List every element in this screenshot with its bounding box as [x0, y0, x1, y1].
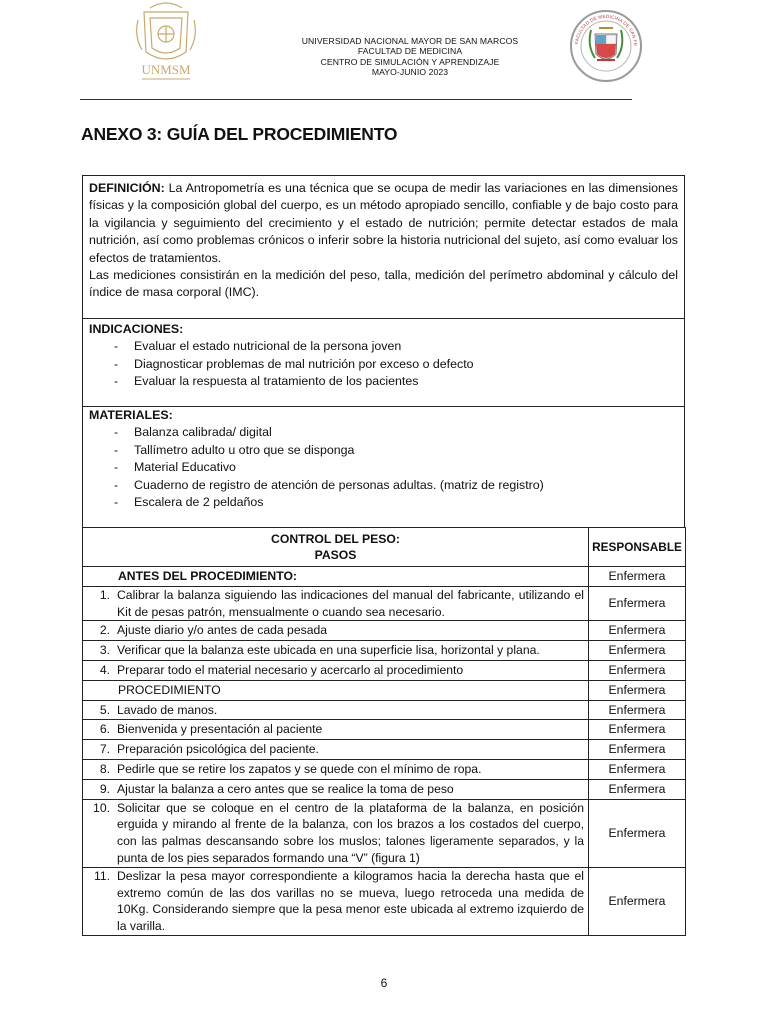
- step-number: 10.: [93, 800, 110, 815]
- procedure-table: [82, 527, 686, 936]
- responsible-cell: Enfermera: [589, 567, 686, 587]
- indications-list: [89, 338, 678, 390]
- table-row: [83, 799, 686, 867]
- step-number: 1.: [99, 587, 110, 602]
- unmsm-logo: [128, 0, 204, 84]
- responsible-cell: Enfermera: [589, 680, 686, 700]
- table-row: [83, 779, 686, 799]
- responsible-cell: Enfermera: [589, 759, 686, 779]
- definition-text: La Antropometría es una técnica que se ocupa de medir las variaciones en las dimensiones físicas y la composición global del cuerpo, es un método apropiado sencillo, confiable y de bajo costo para la vigilancia y seguimiento del crecimiento y el estado de nutrición; permite detectar estados de mala nutrición, así como problemas crónicos o inferir sobre la historia nutricional del sujeto, así como evaluar los efectos de tratamientos.: [89, 181, 678, 265]
- page-title: ANEXO 3: GUÍA DEL PROCEDIMIENTO: [81, 124, 398, 144]
- list-item: - Escalera de 2 peldaños: [114, 494, 678, 511]
- list-item: - Tallímetro adulto u otro que se disponga: [114, 442, 678, 459]
- table-header-row: [83, 528, 686, 567]
- steps-header-subtitle: PASOS: [314, 548, 357, 562]
- institution-header: [270, 36, 550, 78]
- step-text: Preparar todo el material necesario y acercarlo al procedimiento: [117, 662, 464, 677]
- step-text: Lavado de manos.: [117, 702, 218, 717]
- header-line: MAYO-JUNIO 2023: [371, 67, 449, 78]
- header-divider: [80, 99, 632, 100]
- step-number: 6.: [99, 722, 110, 737]
- table-row: [83, 641, 686, 661]
- list-item: - Material Educativo: [114, 459, 678, 476]
- list-item: - Evaluar el estado nutricional de la persona joven: [114, 338, 678, 355]
- indications-section: [82, 318, 685, 407]
- materials-list: [89, 424, 678, 511]
- responsible-cell: Enfermera: [589, 641, 686, 661]
- step-text: Verificar que la balanza este ubicada en una superficie lisa, horizontal y plana.: [117, 643, 540, 658]
- step-number: 8.: [99, 761, 110, 776]
- list-item: - Balanza calibrada/ digital: [114, 424, 678, 441]
- header-line: UNIVERSIDAD NACIONAL MAYOR DE SAN MARCOS: [301, 36, 519, 46]
- table-row: [83, 680, 686, 700]
- step-text: Bienvenida y presentación al paciente: [117, 722, 323, 737]
- list-item: - Evaluar la respuesta al tratamiento de los pacientes: [114, 373, 678, 390]
- table-row: [83, 720, 686, 740]
- list-item: - Cuaderno de registro de atención de personas adultas. (matriz de registro): [114, 477, 678, 494]
- definition-paragraph: [89, 180, 678, 267]
- list-item: - Diagnosticar problemas de mal nutrición por exceso o defecto: [114, 356, 678, 373]
- responsible-cell: Enfermera: [589, 720, 686, 740]
- step-number: 9.: [99, 781, 110, 796]
- responsible-header: RESPONSABLE: [589, 528, 686, 567]
- page-number: 6: [380, 976, 388, 990]
- header-line: FACULTAD DE MEDICINA: [357, 46, 463, 57]
- step-text: PROCEDIMIENTO: [83, 680, 589, 700]
- step-number: 2.: [99, 623, 110, 638]
- step-text: Ajuste diario y/o antes de cada pesada: [117, 623, 328, 638]
- table-row: [83, 700, 686, 720]
- step-number: 3.: [99, 643, 110, 658]
- responsible-cell: Enfermera: [589, 621, 686, 641]
- table-row: [83, 621, 686, 641]
- table-row: [83, 660, 686, 680]
- responsible-cell: Enfermera: [589, 867, 686, 935]
- responsible-cell: Enfermera: [589, 799, 686, 867]
- table-row: [83, 740, 686, 760]
- step-text: ANTES DEL PROCEDIMIENTO:: [83, 567, 589, 587]
- responsible-cell: Enfermera: [589, 779, 686, 799]
- step-text: Preparación psicológica del paciente.: [117, 742, 319, 757]
- step-text: Pedirle que se retire los zapatos y se quede con el mínimo de ropa.: [117, 761, 482, 776]
- svg-text:FACULTAD DE MEDICINA DE SAN FE: FACULTAD DE MEDICINA DE SAN FE: [574, 13, 639, 47]
- step-number: 7.: [99, 742, 110, 757]
- step-number: 11.: [93, 868, 110, 883]
- indications-label: INDICACIONES:: [89, 322, 184, 336]
- responsible-cell: Enfermera: [589, 586, 686, 621]
- table-row: [83, 567, 686, 587]
- step-text: Solicitar que se coloque en el centro de la plataforma de la balanza, en posición erguida y mirando al frente de la balanza, con los brazos a los costados del cuerpo, con las palmas descansando sobre los muslos; talones ligeramente separados, y la punta de los pies separados formando una “V” (figura 1): [117, 800, 584, 865]
- table-row: [83, 867, 686, 935]
- svg-text:UNMSM: UNMSM: [141, 62, 191, 77]
- materials-label: MATERIALES:: [89, 408, 173, 422]
- materials-section: [82, 406, 685, 528]
- responsible-cell: Enfermera: [589, 660, 686, 680]
- responsible-cell: Enfermera: [589, 700, 686, 720]
- table-row: [83, 759, 686, 779]
- step-number: 4.: [99, 662, 110, 677]
- table-row: [83, 586, 686, 621]
- faculty-seal: [569, 6, 643, 86]
- definition-paragraph-2: Las mediciones consistirán en la medición del peso, talla, medición del perímetro abdominal y cálculo del índice de masa corporal (IMC).: [89, 268, 678, 300]
- step-text: Calibrar la balanza siguiendo las indicaciones del manual del fabricante, utilizando el Kit de pesas patrón, mensualmente o cuando sea necesario.: [117, 587, 584, 619]
- steps-header: [83, 528, 589, 567]
- step-number: 5.: [99, 702, 110, 717]
- definition-section: [82, 175, 685, 319]
- step-text: Ajustar la balanza a cero antes que se realice la toma de peso: [117, 781, 454, 796]
- step-text: Deslizar la pesa mayor correspondiente a kilogramos hacia la derecha hasta que el extremo común de las dos varillas no se mueva, luego retroceda una medida de 10Kg. Considerando siempre que la pesa menor este ubicada al extremo izquierdo de la varilla.: [117, 868, 584, 934]
- steps-header-title: CONTROL DEL PESO:: [271, 531, 400, 546]
- responsible-cell: Enfermera: [589, 740, 686, 760]
- definition-label: DEFINICIÓN:: [89, 181, 165, 195]
- header-line: CENTRO DE SIMULACIÓN Y APRENDIZAJE: [320, 56, 500, 67]
